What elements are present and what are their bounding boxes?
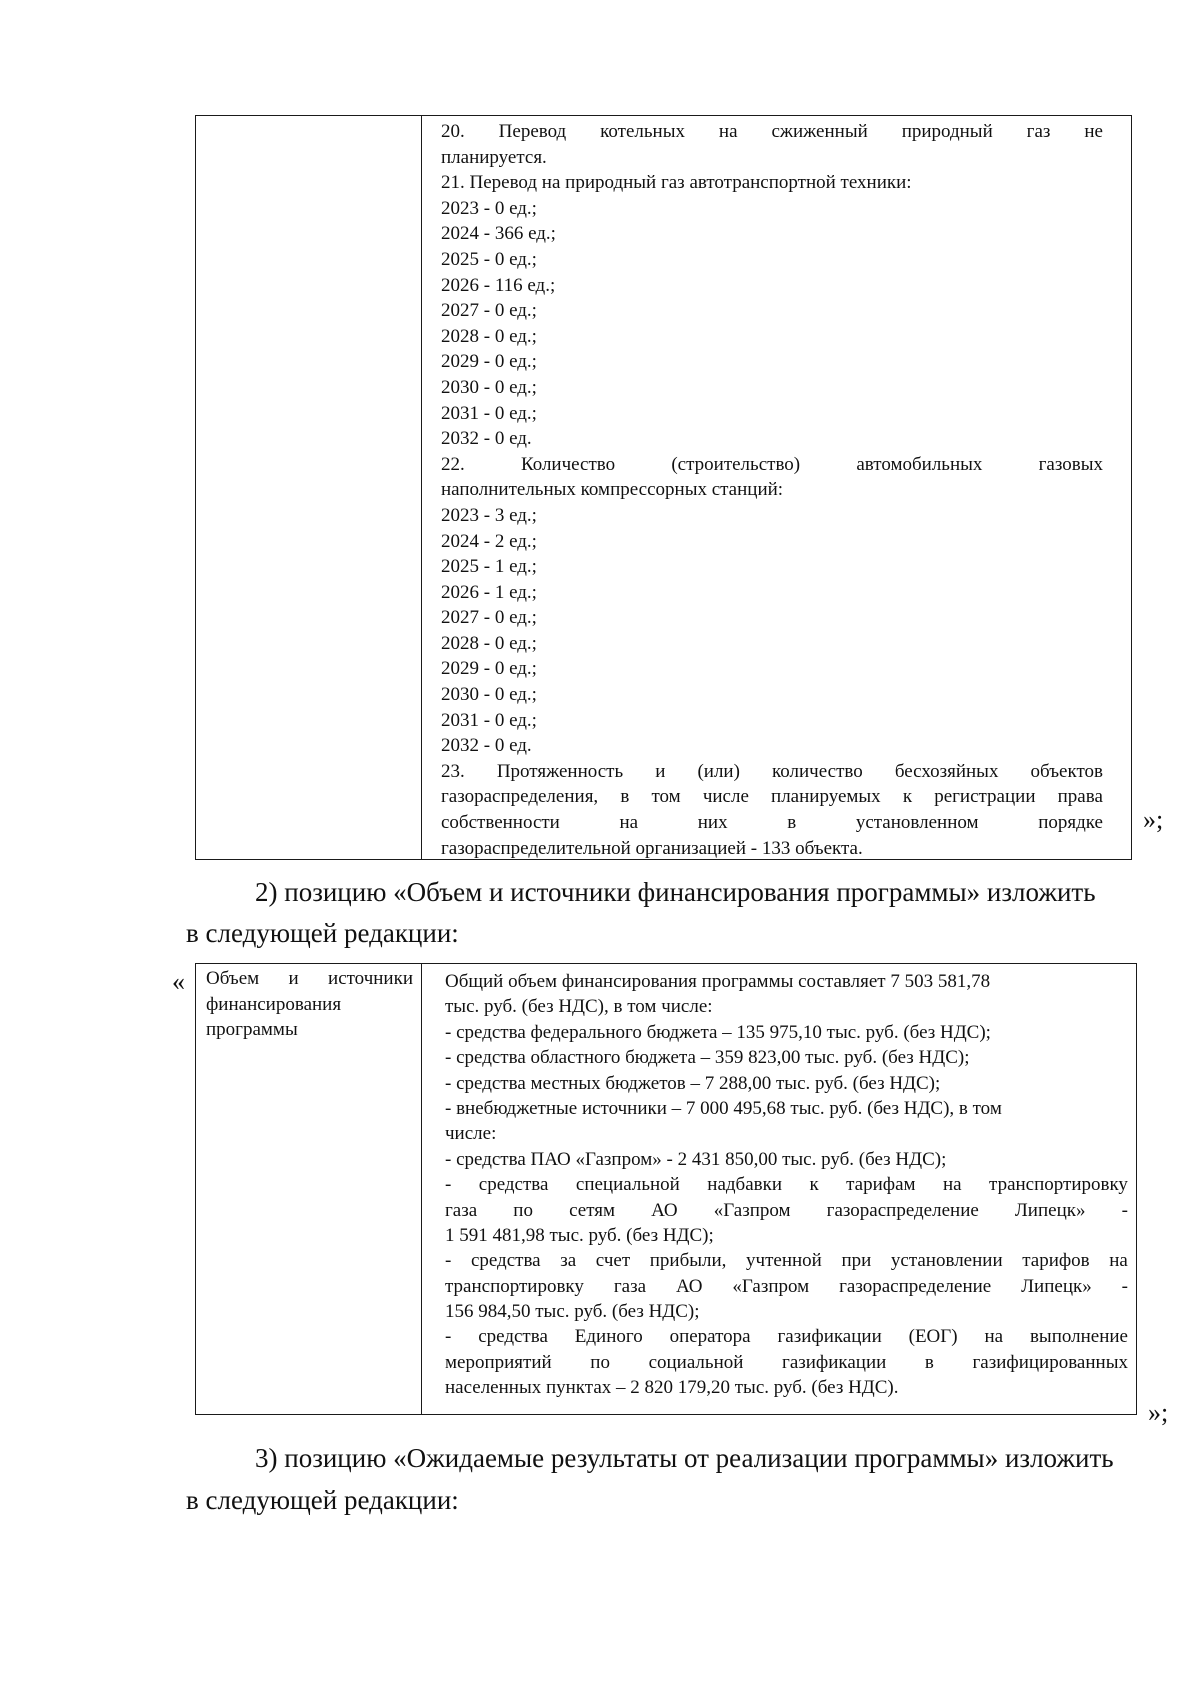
word: при [841,1250,872,1272]
word: средства [478,1174,549,1196]
word: средства [470,1250,541,1272]
text-line: 2031 - 0 ед.; [441,402,537,424]
word: в [620,786,630,808]
text-line: 2026 - 116 ед.; [441,274,556,296]
word: тарифам [846,1174,916,1196]
text-line: 2028 - 0 ед.; [441,632,537,654]
word: к [902,786,913,808]
word: порядке [1038,812,1103,834]
word: Липецк» [1014,1199,1086,1221]
word: котельных [600,121,685,142]
paragraph-3-line-1: 3) позицию «Ожидаемые результаты от реализации программы» изложить [255,1443,1114,1473]
word: на [718,121,738,142]
text-line [441,759,1103,785]
word: - [1121,1275,1128,1297]
word: планируемых [771,786,881,808]
financing-value-cell [422,964,1136,1414]
word: (строительство) [671,453,801,475]
word: на [942,1174,962,1196]
word: средства [478,1326,548,1348]
text-line: 2031 - 0 ед.; [441,709,537,731]
word: к [809,1174,819,1196]
financing-label-cell [196,964,422,1414]
word: в [924,1351,934,1373]
text-line [441,784,1103,810]
text-line: наполнительных компрессорных станций: [441,479,784,501]
word: АО [675,1275,703,1297]
word: газораспределение [839,1275,992,1297]
word: учтенной [746,1250,822,1272]
word: установлении [890,1250,1003,1272]
text-line [206,966,413,992]
text-line: 2023 - 3 ед.; [441,504,537,526]
text-line: 21. Перевод на природный газ автотранспортной техники: [441,172,912,194]
word: газораспределения, [441,786,599,808]
text-line: 2025 - 0 ед.; [441,248,537,270]
table-continuation [195,115,1132,860]
word: Липецк» [1021,1275,1092,1297]
word: газ [1026,121,1051,142]
word: регистрации [934,786,1036,808]
text-line: 2026 - 1 ед.; [441,581,537,603]
word: сетям [569,1199,616,1221]
word: 20. [441,121,465,142]
text-line [445,1198,1128,1223]
word: транспортировку [989,1174,1128,1196]
text-line [441,810,1103,836]
word: газовых [1038,453,1103,475]
word: мероприятий [445,1351,552,1373]
text-line [445,1274,1128,1299]
text-line: программы [206,1019,298,1041]
text-line: - средства местных бюджетов – 7 288,00 тыс. руб. (без НДС); [445,1072,941,1094]
text-line: 2029 - 0 ед.; [441,658,537,680]
text-line [445,1172,1128,1197]
word: тарифов [1022,1250,1090,1272]
word: природный [901,121,993,142]
word: на [1109,1250,1128,1272]
word: Протяженность [496,760,624,782]
paragraph-2-line-1: 2) позицию «Объем и источники финансирования программы» изложить [255,877,1096,907]
paragraph-2-line-2: в следующей редакции: [186,918,459,948]
text-line: 2025 - 1 ед.; [441,556,537,578]
word: не [1084,121,1103,142]
text-line: 2030 - 0 ед.; [441,684,537,706]
text-line [445,1248,1128,1273]
text-line: населенных пунктах – 2 820 179,20 тыс. руб. (без НДС). [445,1377,899,1399]
word: «Газпром [732,1275,810,1297]
financing-table [195,963,1137,1415]
text-line: 2023 - 0 ед.; [441,197,537,219]
word: 23. [441,760,465,782]
word: автомобильных [856,453,983,475]
text-line: финансирования [206,993,342,1015]
text-line [441,452,1103,478]
text-line: планируется. [441,146,547,168]
word: специальной [575,1174,680,1196]
word: социальной [648,1351,744,1373]
word: на [619,812,639,834]
opening-quote-mark: « [172,967,185,996]
text-line: 2024 - 2 ед.; [441,530,537,552]
word: газифицированных [972,1351,1128,1373]
word: и [655,760,666,782]
word: том [651,786,681,808]
word: «Газпром [713,1199,791,1221]
table-right-cell [422,116,1131,859]
word: - [445,1250,452,1272]
word: транспортировку [445,1275,584,1297]
text-line: - средства федерального бюджета – 135 975,10 тыс. руб. (без НДС); [445,1021,991,1043]
text-line: тыс. руб. (без НДС), в том числе: [445,996,713,1018]
text-line: - средства ПАО «Газпром» - 2 431 850,00 тыс. руб. (без НДС); [445,1148,947,1170]
word: числе [702,786,749,808]
word: Единого [574,1326,643,1348]
word: - [445,1326,452,1348]
text-line: 156 984,50 тыс. руб. (без НДС); [445,1301,700,1323]
word: на [984,1326,1004,1348]
word: надбавки [707,1174,783,1196]
text-line: 2029 - 0 ед.; [441,351,537,373]
word: Перевод [498,121,567,142]
word: - [445,1174,452,1196]
word: прибыли, [649,1250,727,1272]
word: объектов [1030,760,1103,782]
text-line: - внебюджетные источники – 7 000 495,68 тыс. руб. (без НДС), в том [445,1097,1002,1119]
word: количество [772,760,863,782]
paragraph-3-line-2: в следующей редакции: [186,1485,459,1515]
text-line [441,119,1103,145]
word: Количество [520,453,616,475]
word: сжиженный [771,121,868,142]
word: (ЕОГ) [908,1326,958,1348]
text-line: 2027 - 0 ед.; [441,300,537,322]
word: собственности [441,812,560,834]
text-line [445,1350,1128,1375]
closing-quote-mark-2: »; [1148,1398,1169,1427]
word: бесхозяйных [894,760,999,782]
text-line: 2032 - 0 ед. [441,428,532,450]
word: выполнение [1029,1326,1128,1348]
word: газификации [782,1351,887,1373]
word: источники [328,968,413,989]
text-line: 2028 - 0 ед.; [441,325,537,347]
word: - [1121,1199,1128,1221]
word: в [787,812,797,834]
word: и [288,968,299,989]
word: газа [445,1199,478,1221]
word: по [513,1199,533,1221]
word: оператора [669,1326,751,1348]
word: установленном [855,812,979,834]
word: газа [613,1275,647,1297]
text-line: 2030 - 0 ед.; [441,376,537,398]
text-line: - средства областного бюджета – 359 823,00 тыс. руб. (без НДС); [445,1047,970,1069]
word: 22. [441,453,465,475]
text-line: 1 591 481,98 тыс. руб. (без НДС); [445,1224,714,1246]
text-line: 2032 - 0 ед. [441,735,532,757]
word: по [590,1351,610,1373]
word: АО [651,1199,678,1221]
word: Объем [206,968,260,989]
word: права [1057,786,1103,808]
word: счет [595,1250,631,1272]
word: газификации [777,1326,882,1348]
word: газораспределение [826,1199,979,1221]
text-line: 2027 - 0 ед.; [441,607,537,629]
text-line [445,1324,1128,1349]
text-line: Общий объем финансирования программы составляет 7 503 581,78 [445,971,991,992]
table-left-cell-empty [196,116,422,859]
word: за [560,1250,577,1272]
text-line: газораспределительной организацией - 133 объекта. [441,837,863,859]
text-line: 2024 - 366 ед.; [441,223,556,245]
word: них [697,812,728,834]
closing-quote-mark: »; [1143,805,1164,834]
text-line: числе: [445,1123,497,1145]
word: (или) [697,760,740,782]
